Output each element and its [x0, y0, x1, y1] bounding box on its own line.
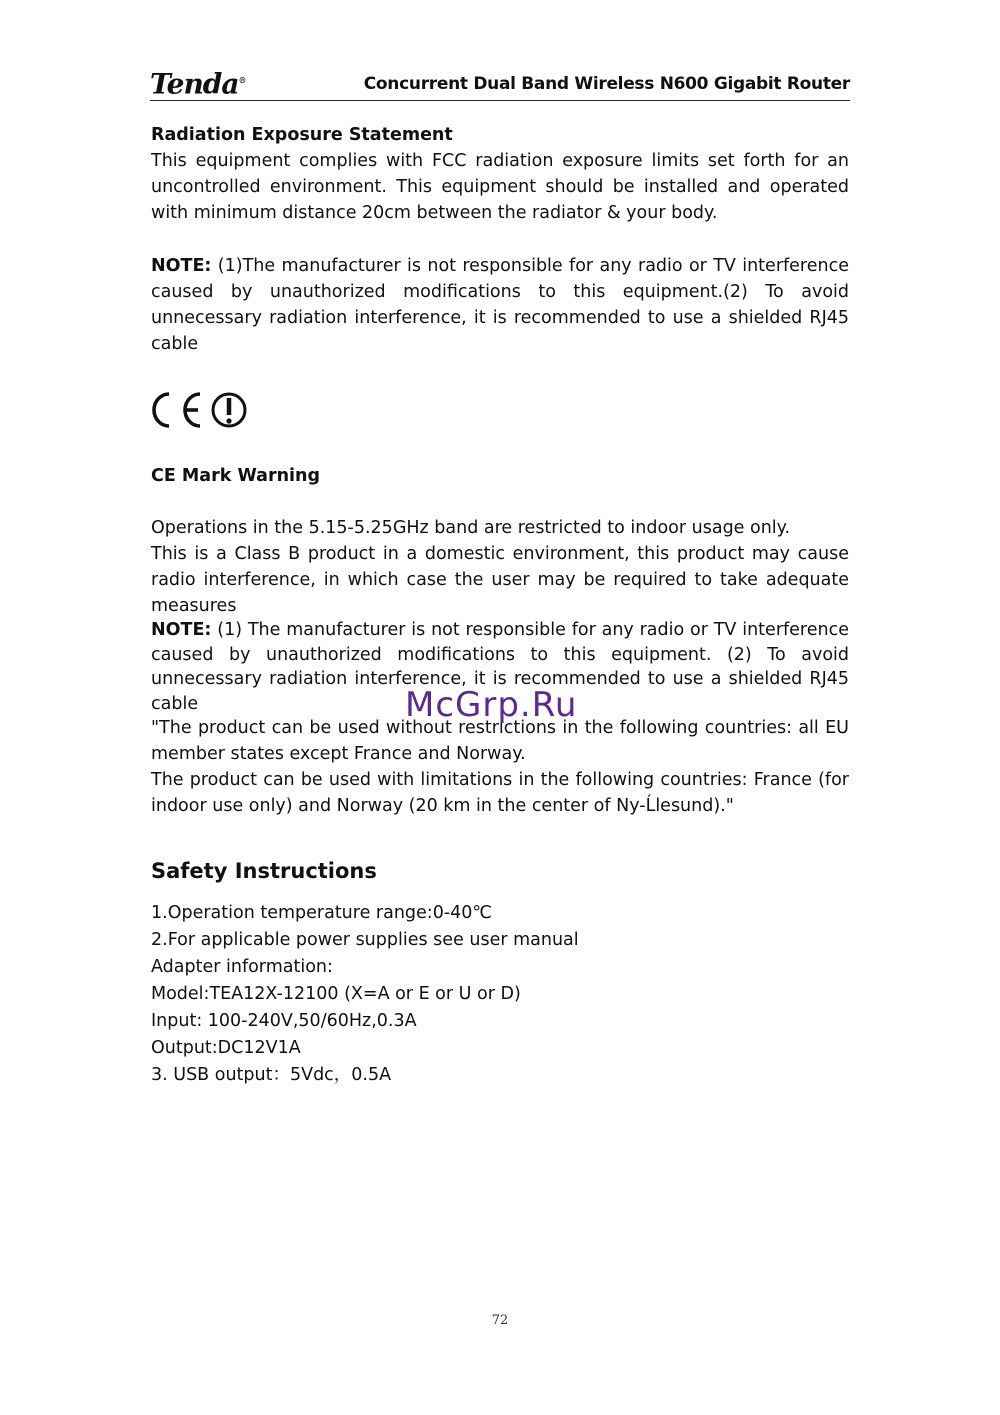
- ce-alert-mark-icon: [150, 388, 250, 432]
- safety-heading: Safety Instructions: [151, 859, 377, 883]
- countries-section: [151, 715, 849, 819]
- list-item: Input: 100-240V,50/60Hz,0.3A: [151, 1011, 417, 1031]
- countries-para-2: The product can be used with limitations in the following countries: France (for indoor use only) and Norway (20 km in the center of Ny-Ĺlesund).": [151, 770, 849, 816]
- ce-heading: CE Mark Warning: [151, 466, 321, 486]
- note-2-text: (1) The manufacturer is not responsible for any radio or TV interference caused by unauthorized modifications to this equipment. (2) To avoid unnecessary radiation interference, it is recommended to use a shielded RJ45 cable: [151, 620, 849, 714]
- list-item: Adapter information:: [151, 957, 333, 977]
- page-number: 72: [491, 1313, 509, 1328]
- list-item: 3. USB output：5Vdc，0.5A: [151, 1065, 392, 1085]
- watermark: McGrp.Ru: [405, 685, 578, 725]
- note-1-text: (1)The manufacturer is not responsible for any radio or TV interference caused by unauthorized modifications to this equipment.(2) To avoid unnecessary radiation interference, it is recommended to use a shielded RJ45 cable: [151, 256, 849, 354]
- document-title: Concurrent Dual Band Wireless N600 Gigabit Router: [363, 74, 850, 94]
- page-header: [150, 64, 850, 101]
- list-item: Model:TEA12X-12100 (X=A or E or U or D): [151, 984, 521, 1004]
- note-1-label: NOTE:: [151, 256, 212, 276]
- countries-para-1: "The product can be used without restrictions in the following countries: all EU member states except France and Norway.: [151, 718, 849, 764]
- trademark-symbol: ®: [238, 75, 246, 85]
- radiation-section: [151, 122, 849, 226]
- safety-list: [151, 900, 849, 1089]
- list-item: Output:DC12V1A: [151, 1038, 301, 1058]
- note-1: [151, 253, 849, 357]
- radiation-body: This equipment complies with FCC radiation exposure limits set forth for an uncontrolled environment. This equipment should be installed and operated with minimum distance 20cm between the radiator & your body.: [151, 151, 849, 223]
- ce-para-2: This is a Class B product in a domestic environment, this product may cause radio interference, in which case the user may be required to take adequate measures: [151, 544, 849, 616]
- list-item: 1.Operation temperature range:0-40℃: [151, 903, 493, 923]
- note-2-label: NOTE:: [151, 620, 212, 640]
- radiation-heading: Radiation Exposure Statement: [151, 125, 453, 145]
- brand-name: Tenda: [150, 67, 239, 101]
- brand-logo: [150, 64, 246, 100]
- ce-para-1: Operations in the 5.15-5.25GHz band are restricted to indoor usage only.: [151, 518, 791, 538]
- list-item: 2.For applicable power supplies see user manual: [151, 930, 579, 950]
- ce-section: [151, 515, 849, 619]
